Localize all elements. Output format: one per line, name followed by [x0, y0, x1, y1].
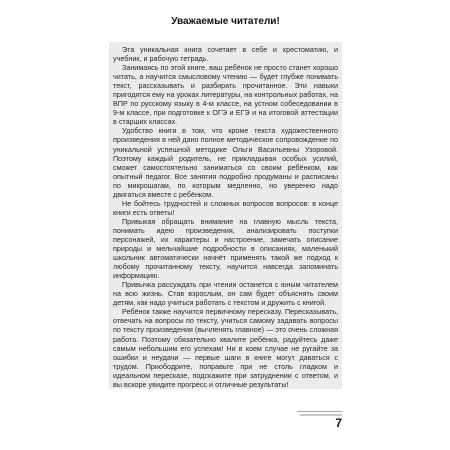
page-heading: Уважаемые читатели!	[171, 16, 280, 27]
paragraph: Привыкая обращать внимание на главную мысль текста, понимать идею произведения, анализировать поступки персонажей, их характеры и настроение, замечать описание природы и мельчайшие подробности в описаниях, маленький школьник автоматически начнёт применять такой же подход к любому прочитанному тексту, научится навсегда запоминать информацию.	[113, 216, 338, 281]
paragraph: Эта уникальная книга сочетает в себе и хрестоматию, и учебник, и рабочую тетрадь.	[113, 45, 338, 64]
book-page	[109, 0, 342, 432]
paragraph: Не бойтесь трудностей и сложных вопросов вопросов: в конце книги есть ответы!	[113, 198, 338, 217]
footer-rule	[297, 411, 342, 412]
page-number: 7	[335, 416, 342, 430]
paragraph: Привычка рассуждать при чтении останется с юным читателем на всю жизнь. Став взрослым, он сам будет объяснять своим детям, как надо учиться работать с текстом и дружить с книгой.	[113, 280, 338, 308]
intro-text-box	[109, 42, 342, 389]
paragraph: Ребёнок также научится первичному пересказу. Пересказывать, отвечать на вопросы по тексту, учиться самому задавать вопросы по тексту произведения (вычленять главное) — это очень сложная работа. Поэтому обязательно хвалите ребёнка, радуйтесь даже самым небольшим его успехам! Ни в коем случае не ругайте за ошибки и неудачи — первые шаги в книге могут даваться с трудом. Приободрите, поправьте при не столь гладком и идеальном пересказе, подскажите при затруднении с ответом, и вы вскоре увидите прогресс и отличные результаты!	[113, 307, 338, 389]
book-page-frame	[109, 0, 342, 432]
paragraph: Занимаясь по этой книге, ваш ребёнок не просто станет хорошо читать, а научится смысловому чтению — будет глубже понимать текст, рассказывать и разбирать прочитанное. Эти навыки пригодятся ему на уроках литературы, на контрольных работах, на ВПР по русскому языку в 4-м классе, на устном собеседовании в 9-м классе, при подготовке к ОГЭ и ЕГЭ и на итоговой аттестации в старших классах.	[113, 63, 338, 127]
paragraph: Удобство книги в том, что кроме текста художественного произведения в ней дано полное методическое сопровождение по уникальной успешной методике Ольги Васильевны Узоровой. Поэтому каждый родитель, не прикладывая особых усилий, сможет самостоятельно заниматься со своим ребёнком, как опытный педагог. Все занятия подробно продуманы и расписаны по микрошагам, по которым медленно, но уверенно надо двигаться вместе с ребёнком.	[113, 126, 338, 199]
